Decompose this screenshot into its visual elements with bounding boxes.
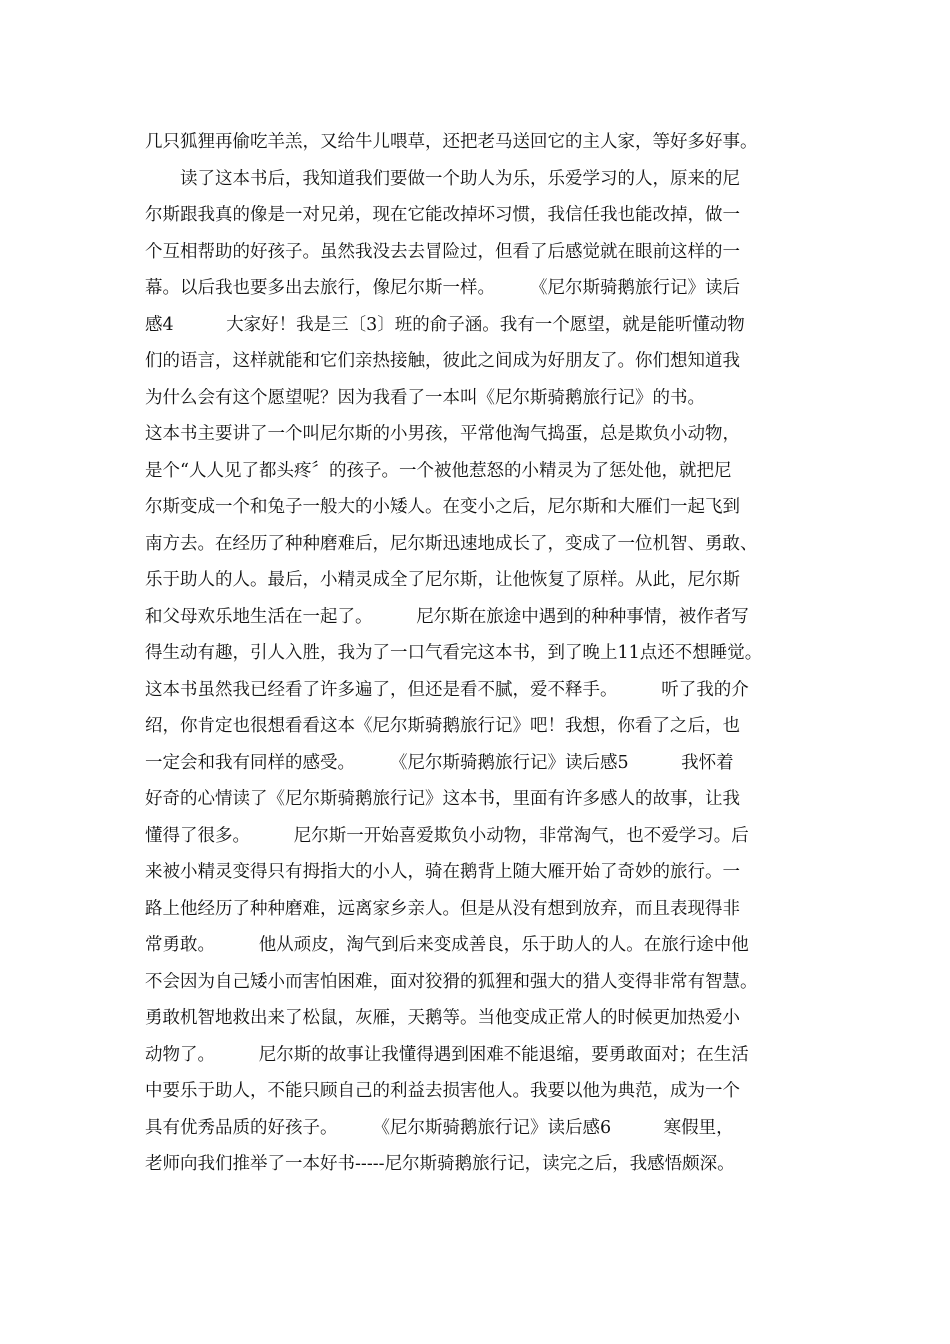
text-line: 尔斯变成一个和兔子一般大的小矮人。在变小之后，尼尔斯和大雁们一起飞到 <box>145 497 740 517</box>
text-line: 和父母欢乐地生活在一起了。 尼尔斯在旅途中遇到的种种事情，被作者写 <box>145 606 749 627</box>
text-line: 几只狐狸再偷吃羊羔，又给牛儿喂草，还把老马送回它的主人家，等好多好事。 <box>145 132 758 152</box>
text-line: 一定会和我有同样的感受。 《尼尔斯骑鹅旅行记》读后感5 我怀着 <box>145 752 734 773</box>
text-line: 老师向我们推举了一本好书-----尼尔斯骑鹅旅行记，读完之后，我感悟颇深。 <box>145 1154 735 1174</box>
text-line: 中要乐于助人，不能只顾自己的利益去损害他人。我要以他为典范，成为一个 <box>145 1081 740 1101</box>
text-line: 幕。以后我也要多出去旅行，像尼尔斯一样。 《尼尔斯骑鹅旅行记》读后 <box>145 278 740 298</box>
text-line: 绍，你肯定也很想看看这本《尼尔斯骑鹅旅行记》吧！我想，你看了之后，也 <box>145 716 740 736</box>
text-line: 感4 大家好！我是三〔3〕班的俞子涵。我有一个愿望，就是能听懂动物 <box>145 314 745 335</box>
text-line: 乐于助人的人。最后，小精灵成全了尼尔斯，让他恢复了原样。从此，尼尔斯 <box>145 570 740 590</box>
text-line: 勇敢机智地救出来了松鼠，灰雁，天鹅等。当他变成正常人的时候更加热爱小 <box>145 1008 740 1028</box>
text-line: 个互相帮助的好孩子。虽然我没去去冒险过，但看了后感觉就在眼前这样的一 <box>145 241 740 262</box>
text-line: 具有优秀品质的好孩子。 《尼尔斯骑鹅旅行记》读后感6 寒假里， <box>145 1117 734 1138</box>
text-line: 不会因为自己矮小而害怕困难，面对狡猾的狐狸和强大的猎人变得非常有智慧。 <box>145 971 758 992</box>
text-line: 路上他经历了种种磨难，远离家乡亲人。但是从没有想到放弃，而且表现得非 <box>145 898 740 919</box>
text-line: 这本书主要讲了一个叫尼尔斯的小男孩，平常他淘气捣蛋，总是欺负小动物， <box>145 424 740 444</box>
text-line: 得生动有趣，引人入胜，我为了一口气看完这本书，到了晚上11点还不想睡觉。 <box>145 643 763 663</box>
text-line: 常勇敢。 他从顽皮，淘气到后来变成善良，乐于助人的人。在旅行途中他 <box>145 935 749 955</box>
text-line: 尔斯跟我真的像是一对兄弟，现在它能改掉坏习惯，我信任我也能改掉，做一 <box>145 205 740 225</box>
text-line: 动物了。 尼尔斯的故事让我懂得遇到困难不能退缩，要勇敢面对；在生活 <box>145 1044 749 1065</box>
text-line: 这本书虽然我已经看了许多遍了，但还是看不腻，爱不释手。 听了我的介 <box>145 679 749 700</box>
text-line: 懂得了很多。 尼尔斯一开始喜爱欺负小动物，非常淘气，也不爱学习。后 <box>145 825 749 846</box>
text-line: 们的语言，这样就能和它们亲热接触，彼此之间成为好朋友了。你们想知道我 <box>145 351 740 371</box>
text-line: 来被小精灵变得只有拇指大的小人，骑在鹅背上随大雁开始了奇妙的旅行。一 <box>145 862 740 882</box>
text-line: 好奇的心情读了《尼尔斯骑鹅旅行记》这本书，里面有许多感人的故事，让我 <box>145 789 740 809</box>
body-text <box>145 124 825 1183</box>
text-line: 为什么会有这个愿望呢？因为我看了一本叫《尼尔斯骑鹅旅行记》的书。 <box>145 387 705 408</box>
text-line: 南方去。在经历了种种磨难后，尼尔斯迅速地成长了，变成了一位机智、勇敢、 <box>145 533 758 554</box>
text-line: 读了这本书后，我知道我们要做一个助人为乐，乐爱学习的人，原来的尼 <box>145 168 740 189</box>
text-line: 是个“人人见了都头疼〞的孩子。一个被他惹怒的小精灵为了惩处他，就把尼 <box>145 460 732 481</box>
